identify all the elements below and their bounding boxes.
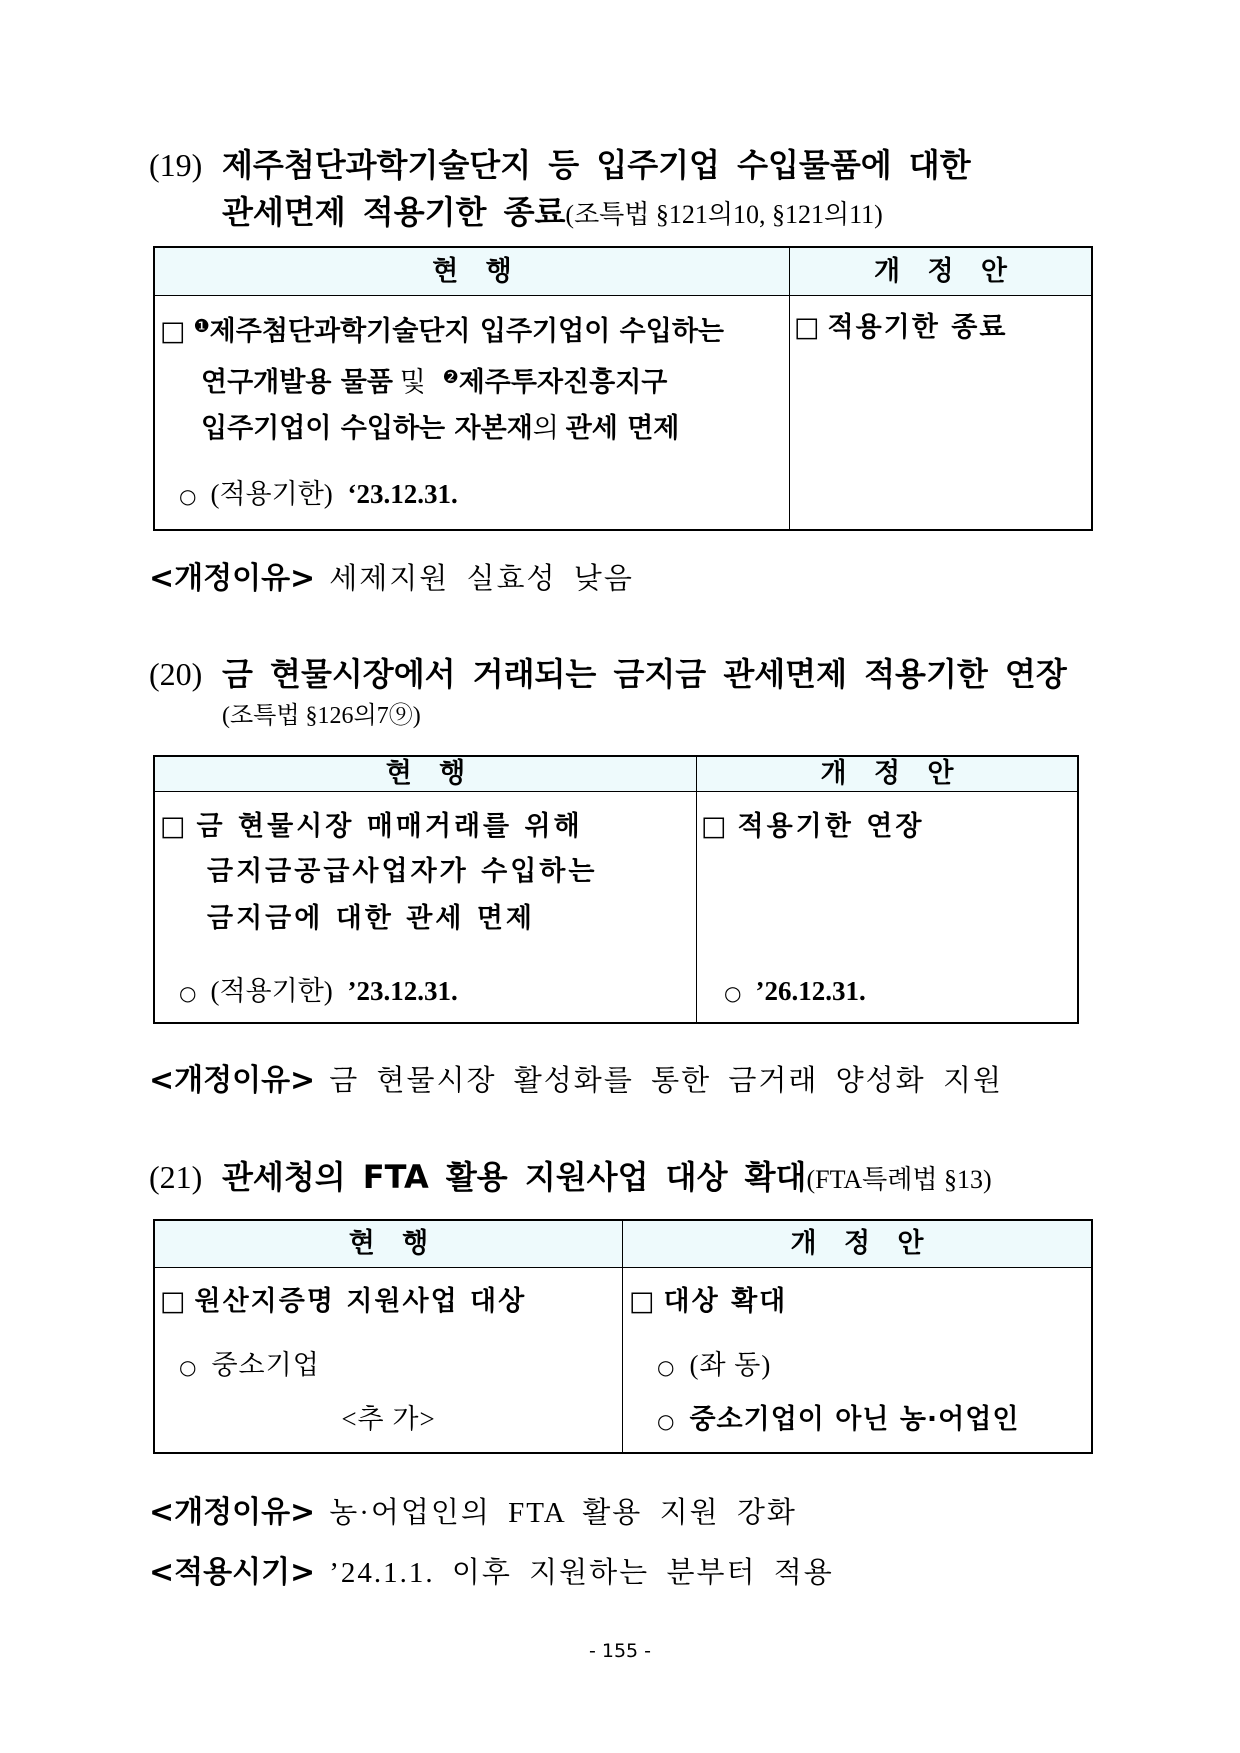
current-deadline-line — [179, 474, 458, 514]
current-line-3 — [201, 408, 679, 448]
current-line-3 — [155, 1399, 622, 1439]
bullet-circle-icon: ○ — [179, 1355, 198, 1379]
reason-label: <개정이유> — [149, 561, 316, 596]
proposed-item-text: 적용기한 연장 — [737, 811, 925, 842]
current-line-1 — [160, 307, 724, 347]
current-column — [155, 296, 790, 529]
current-item-text: 금지금공급사업자가 수입하는 — [207, 856, 598, 887]
current-item-text: 관세 면제 — [565, 413, 680, 444]
proposed-line-3 — [657, 1399, 1019, 1439]
section-20-number: (20) — [149, 656, 203, 692]
checkbox-square-icon: □ — [701, 811, 730, 842]
checkbox-square-icon: □ — [629, 1286, 656, 1317]
table-body-row — [155, 792, 1077, 1022]
header-proposed: 개 정 안 — [790, 1228, 924, 1259]
header-proposed: 개 정 안 — [820, 758, 954, 789]
current-item-text: 연구개발용 물품 — [201, 367, 393, 398]
proposed-column — [623, 1268, 1091, 1452]
circled-number-2-icon: ❷ — [442, 367, 459, 388]
proposed-item-text: 중소기업이 아닌 농·어업인 — [689, 1404, 1020, 1435]
section-19-comparison-table — [153, 246, 1093, 531]
addition-marker: <추 가> — [341, 1404, 436, 1434]
proposed-item-text: (좌 동) — [689, 1350, 772, 1380]
current-item-text: 입주기업이 수입하는 자본재 — [201, 413, 533, 444]
reason-text: 농·어업인의 FTA 활용 지원 강화 — [329, 1497, 797, 1529]
current-column — [155, 792, 697, 1022]
reason-text: 금 현물시장 활성화를 통한 금거래 양성화 지원 — [329, 1065, 1003, 1097]
current-line-3 — [207, 898, 535, 938]
current-item-text: 원산지증명 지원사업 대상 — [194, 1286, 527, 1317]
section-19-reason — [149, 557, 634, 601]
effective-date-text: ’24.1.1. 이후 지원하는 분부터 적용 — [329, 1557, 834, 1589]
reason-label: <개정이유> — [149, 1063, 316, 1098]
bullet-circle-icon: ○ — [657, 1355, 676, 1379]
current-line-2 — [201, 358, 667, 398]
section-21-heading — [149, 1155, 992, 1199]
section-21-number: (21) — [149, 1159, 203, 1195]
table-body-row — [155, 1268, 1091, 1452]
bullet-circle-icon: ○ — [657, 1409, 676, 1433]
checkbox-square-icon: □ — [160, 316, 186, 347]
proposed-column — [790, 296, 1091, 529]
bullet-circle-icon: ○ — [179, 484, 197, 508]
current-item-text: 중소기업 — [211, 1350, 320, 1380]
circled-number-1-icon: ❶ — [193, 316, 210, 337]
current-line-2 — [179, 1345, 320, 1385]
particle-text: 의 — [532, 413, 559, 443]
section-21-title: 관세청의 FTA 활용 지원사업 대상 확대 — [222, 1158, 807, 1196]
table-body-row — [155, 296, 1091, 529]
section-20-title: 금 현물시장에서 거래되는 금지금 관세면제 적용기한 연장 — [222, 655, 1067, 693]
section-20-comparison-table — [153, 755, 1079, 1024]
current-item-text: 제주투자진흥지구 — [458, 367, 668, 398]
section-21-comparison-table — [153, 1219, 1093, 1454]
section-20-reason — [149, 1059, 1003, 1103]
current-deadline-line — [179, 971, 458, 1011]
deadline-value: ’23.12.31. — [347, 976, 458, 1006]
table-header-row — [155, 757, 1077, 792]
checkbox-square-icon: □ — [160, 811, 189, 842]
section-19-heading-line2 — [222, 190, 883, 234]
table-header-row — [155, 1221, 1091, 1268]
deadline-label: (적용기한) — [210, 479, 333, 509]
table-header-row — [155, 248, 1091, 296]
section-19-number: (19) — [149, 147, 203, 183]
section-21-effective-date — [149, 1551, 834, 1595]
deadline-value: ‘23.12.31. — [347, 479, 458, 509]
deadline-label: (적용기한) — [210, 976, 333, 1006]
current-line-2 — [207, 851, 597, 891]
section-19-heading — [149, 143, 971, 187]
current-line-1 — [160, 1281, 526, 1321]
current-line-1 — [160, 806, 583, 846]
deadline-value: ’26.12.31. — [755, 976, 866, 1006]
bullet-circle-icon: ○ — [179, 981, 197, 1005]
section-19-legal-reference: (조특법 §121의10, §121의11) — [565, 200, 883, 229]
section-21-reason — [149, 1491, 797, 1535]
effective-date-label: <적용시기> — [149, 1555, 316, 1590]
header-current: 현 행 — [155, 248, 790, 295]
section-20-heading — [149, 652, 1067, 696]
section-19-title-line2: 관세면제 적용기한 종료 — [222, 193, 566, 231]
current-column — [155, 1268, 623, 1452]
reason-label: <개정이유> — [149, 1495, 316, 1530]
reason-text: 세제지원 실효성 낮음 — [329, 563, 634, 595]
checkbox-square-icon: □ — [160, 1286, 187, 1317]
bullet-circle-icon: ○ — [724, 981, 742, 1005]
proposed-line-1 — [701, 806, 924, 846]
current-item-text: 금지금에 대한 관세 면제 — [207, 903, 536, 934]
proposed-column — [697, 792, 1077, 1022]
proposed-item-text: 대상 확대 — [663, 1286, 788, 1317]
header-current: 현 행 — [155, 1221, 623, 1267]
header-proposed: 개 정 안 — [873, 256, 1008, 287]
header-current: 현 행 — [155, 757, 697, 791]
current-item-text: 금 현물시장 매매거래를 위해 — [196, 811, 583, 842]
proposed-line-1 — [794, 307, 1007, 347]
proposed-item-text: 적용기한 종료 — [827, 312, 1008, 343]
section-20-legal-reference: (조특법 §126의7⑨) — [222, 703, 421, 729]
conjunction-text: 및 — [399, 367, 426, 397]
section-21-legal-reference: (FTA특례법 §13) — [806, 1165, 992, 1194]
current-item-text: 제주첨단과학기술단지 입주기업이 수입하는 — [209, 316, 725, 347]
section-19-title-line1: 제주첨단과학기술단지 등 입주기업 수입물품에 대한 — [222, 146, 971, 184]
proposed-line-1 — [629, 1281, 787, 1321]
checkbox-square-icon: □ — [794, 312, 820, 343]
proposed-line-2 — [657, 1345, 771, 1385]
proposed-deadline-line — [724, 971, 866, 1011]
page-number: - 155 - — [588, 1640, 652, 1662]
